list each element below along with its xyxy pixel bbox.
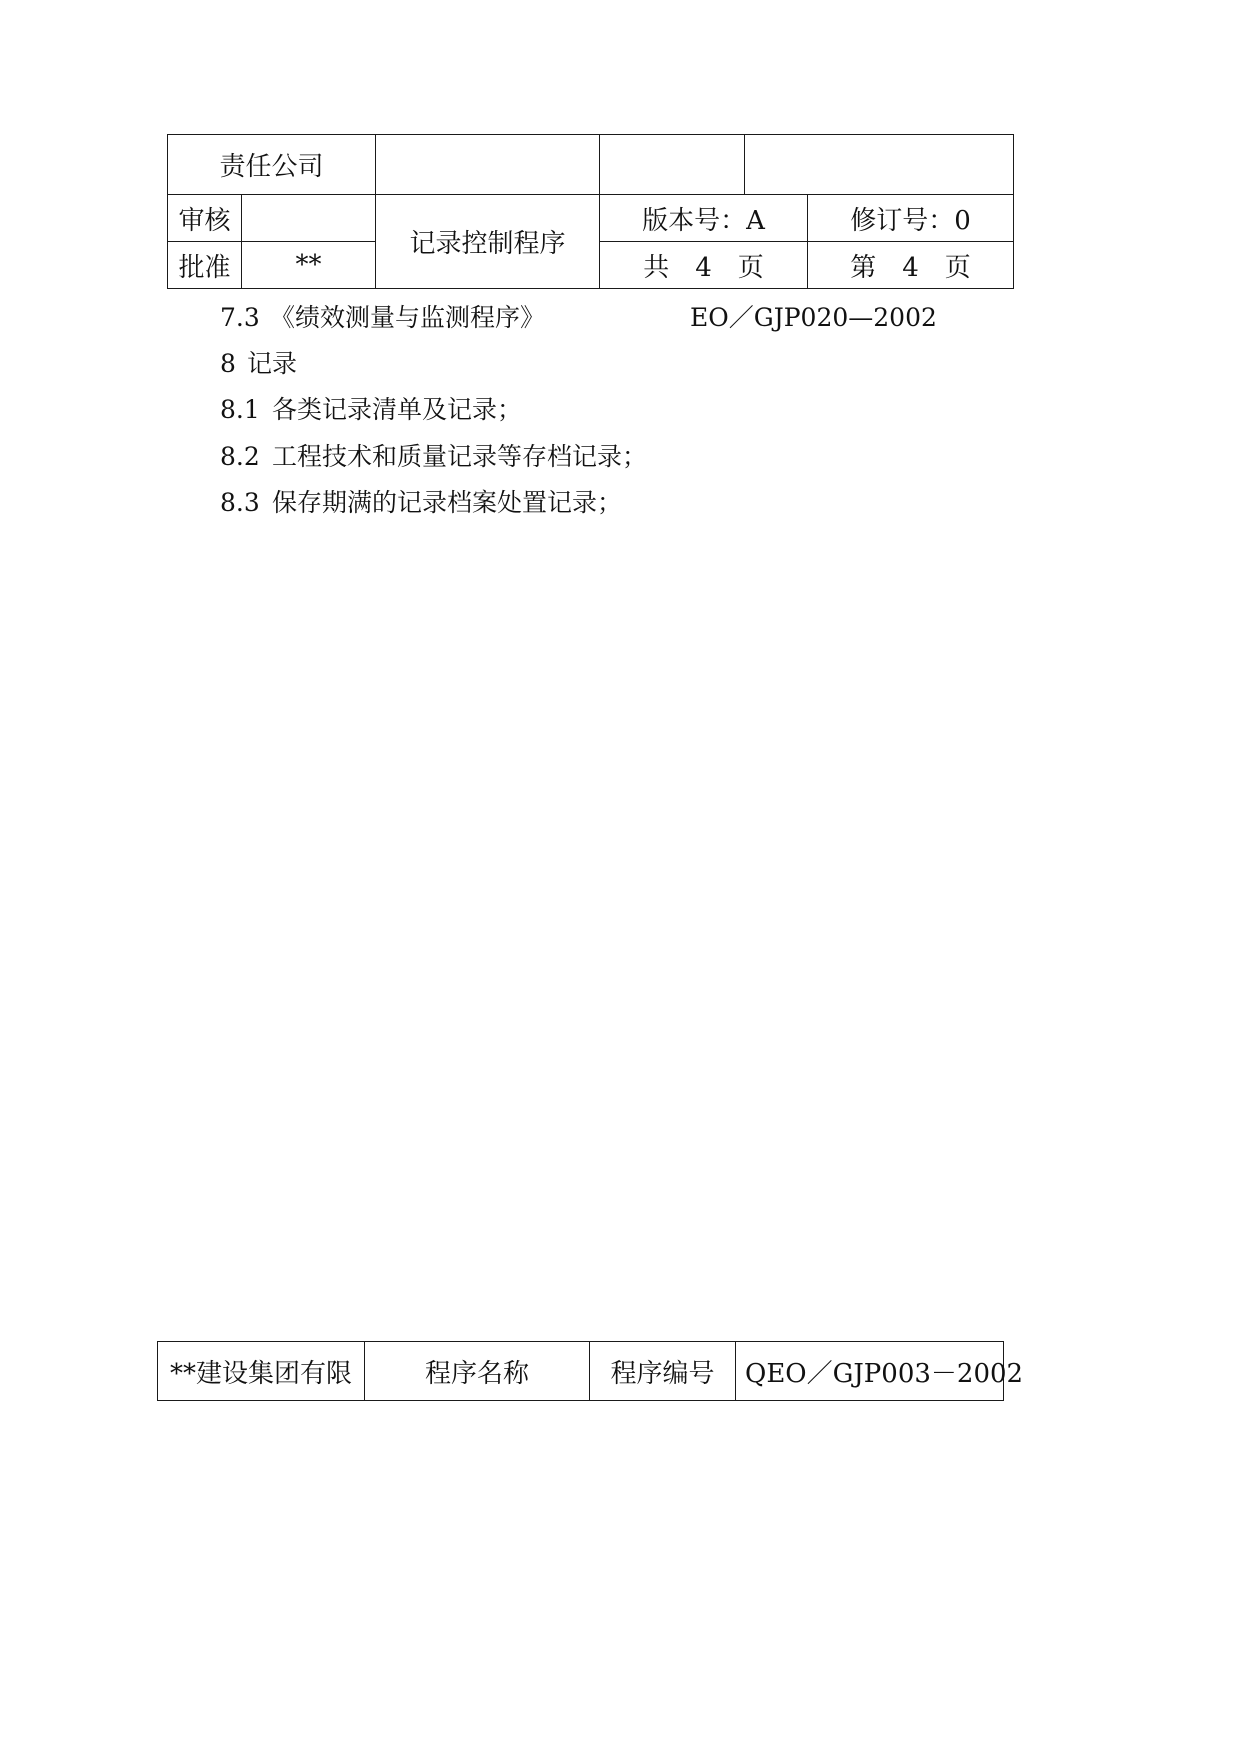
section-title: 记录 [247,349,298,378]
reference-title: 《绩效测量与监测程序》 [270,303,546,332]
page-number-cell [807,241,1014,289]
header-empty-cell-3 [744,134,1014,195]
program-code: QEO／GJP003－2002 [745,1358,1024,1389]
doc-title-cell [375,194,600,289]
program-name-cell [364,1341,590,1401]
review-label: 审核 [178,205,231,236]
list-item: 保存期满的记录档案处置记录； [272,488,623,517]
list-item-number: 8.1 [220,395,260,424]
footer-company: **建设集团有限 [169,1358,352,1389]
section-number: 8 [220,349,236,378]
list-item-number: 8.3 [220,488,260,517]
revision-number: 修订号：0 [850,205,971,236]
doc-title: 记录控制程序 [409,229,566,259]
reference-number: 7.3 [220,303,260,332]
page-number: 第 4 页 [850,252,971,283]
list-item: 各类记录清单及记录； [272,395,523,424]
approve-value-cell [241,241,376,289]
total-pages: 共 4 页 [643,252,764,283]
review-label-cell [167,194,242,242]
version-cell [599,194,808,242]
list-item-number: 8.2 [220,442,260,471]
version-number: 版本号：A [642,205,765,236]
header-company: 责任公司 [219,152,324,182]
header-empty-cell-2 [599,134,745,195]
header-company-cell [167,134,376,195]
approve-label-cell [167,241,242,289]
review-value-cell [241,194,376,242]
program-code-label: 程序编号 [610,1358,715,1389]
program-name-label: 程序名称 [424,1358,529,1389]
approve-value: ** [295,250,322,280]
reference-code: EO／GJP020—2002 [690,303,937,332]
approve-label: 批准 [178,252,231,283]
program-code-cell [735,1341,1024,1401]
list-item: 工程技术和质量记录等存档记录； [272,442,648,471]
revision-cell [807,194,1014,242]
total-pages-cell [599,241,808,289]
header-empty-cell-1 [375,134,600,195]
footer-company-cell [157,1341,365,1401]
program-code-label-cell [589,1341,736,1401]
